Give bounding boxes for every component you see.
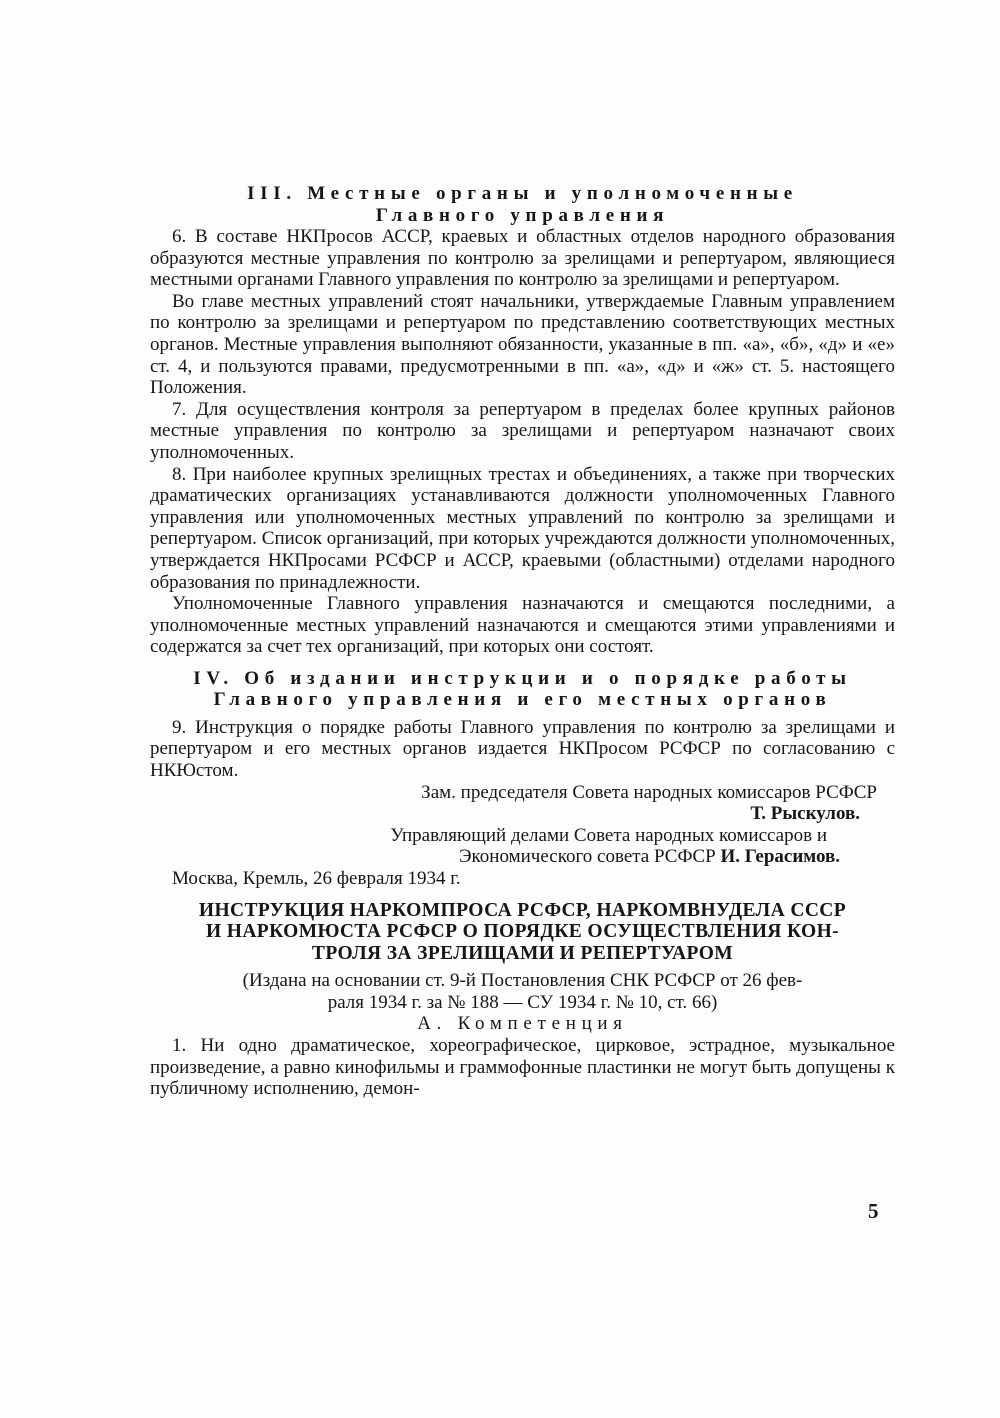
page-content bbox=[150, 183, 895, 1100]
paragraph-9: 9. Инструкция о порядке работы Главного управления по контролю за зрелищами и репертуаром и его местных органов издается НКПросом РСФСР по согласованию с НКЮстом. bbox=[150, 716, 895, 782]
section-4-heading-line-2: Главного управления и его местных органов bbox=[213, 689, 832, 711]
instruction-subtitle-line-1: (Издана на основании ст. 9-й Постановления СНК РСФСР от 26 фев- bbox=[242, 970, 803, 992]
section-3-heading bbox=[150, 183, 895, 226]
instruction-title-line-1: ИНСТРУКЦИЯ НАРКОМПРОСА РСФСР, НАРКОМВНУДЕЛА СССР bbox=[198, 899, 847, 921]
section-3-heading-line-1: III. Местные органы и уполномоченные bbox=[247, 183, 798, 204]
instruction-title bbox=[150, 900, 895, 965]
manager-line-2 bbox=[150, 846, 895, 868]
place-and-date: Москва, Кремль, 26 февраля 1934 г. bbox=[172, 868, 461, 890]
manager-name: И. Герасимов. bbox=[720, 846, 840, 868]
section-a-heading: А. Компетенция bbox=[417, 1013, 628, 1035]
manager-line-2-text: Экономического совета РСФСР bbox=[459, 846, 716, 868]
manager-line-1: Управляющий делами Совета народных комиссаров и bbox=[390, 824, 827, 846]
instruction-title-line-2: И НАРКОМЮСТА РСФСР О ПОРЯДКЕ ОСУЩЕСТВЛЕНИЯ КОН- bbox=[205, 921, 840, 943]
section-4-heading bbox=[150, 668, 895, 711]
paragraph-6: 6. В составе НКПросов АССР, краевых и областных отделов народного образования образуются местные управления по контролю за зрелищами и репертуаром, являющиеся местными органами Главного управления по контролю за зрелищами и репертуаром. bbox=[150, 226, 895, 291]
instruction-subtitle bbox=[150, 970, 895, 1013]
instruction-title-line-3: ТРОЛЯ ЗА ЗРЕЛИЩАМИ И РЕПЕРТУАРОМ bbox=[311, 942, 734, 964]
section-4-heading-line-1: IV. Об издании инструкции и о порядке работы bbox=[193, 667, 852, 689]
paragraph-8: 8. При наиболее крупных зрелищных трестах и объединениях, а также при творческих драматических организациях устанавливаются должности уполномоченных Главного управления или уполномоченных местных управлений по контролю за зрелищами и репертуаром. Список организаций, при которых учреждаются должности уполномоченных, утверждается НКПросами РСФСР и АССР, краевыми (областными) отделами народного образования по принадлежности. bbox=[150, 463, 895, 593]
page-number: 5 bbox=[868, 1199, 879, 1223]
deputy-chairman-line: Зам. председателя Совета народных комиссаров РСФСР bbox=[421, 781, 877, 803]
deputy-chairman-name: Т. Рыскулов. bbox=[750, 803, 860, 825]
instruction-paragraph-1: 1. Ни одно драматическое, хореографическое, цирковое, эстрадное, музыкальное произведение, а равно кинофильмы и граммофонные пластинки не могут быть допущены к публичному исполнению, демон- bbox=[150, 1034, 895, 1100]
section-3-heading-line-2: Главного управления bbox=[375, 204, 670, 226]
paragraph-7: 7. Для осуществления контроля за репертуаром в пределах более крупных районов местные управления по контролю за зрелищами и репертуаром назначают своих уполномоченных. bbox=[150, 398, 895, 463]
paragraph-8-continued: Уполномоченные Главного управления назначаются и смещаются последними, а уполномоченные местных управлений назначаются и смещаются этими управлениями и содержатся за счет тех организаций, при которых они состоят. bbox=[150, 593, 895, 658]
instruction-subtitle-line-2: раля 1934 г. за № 188 — СУ 1934 г. № 10, ст. 66) bbox=[327, 991, 718, 1013]
paragraph-6-continued: Во главе местных управлений стоят начальники, утверждаемые Главным управлением по контролю за зрелищами и репертуаром по представлению соответствующих местных органов. Местные управления выполняют обязанности, указанные в пп. «а», «б», «д» и «е» ст. 4, и пользуются правами, предусмотренными в пп. «а», «д» и «ж» ст. 5. настоящего Положения. bbox=[150, 290, 895, 399]
